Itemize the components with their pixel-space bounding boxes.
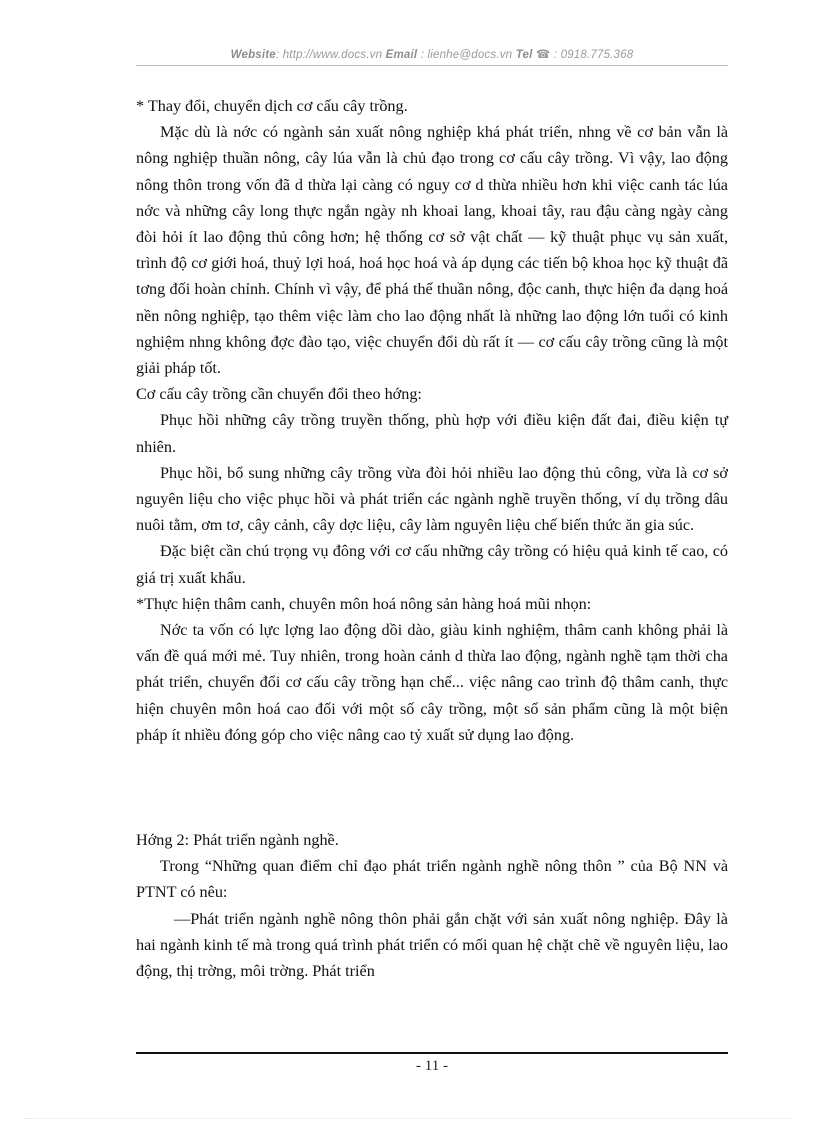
paragraph: Cơ cấu cây trồng cần chuyển đổi theo hớng: <box>136 385 422 404</box>
paragraph: Trong “Những quan điểm chỉ đạo phát triển ngành nghề nông thôn ” của Bộ NN và PTNT có nêu: <box>136 857 728 902</box>
page-edge-divider <box>24 1118 792 1119</box>
footer-divider <box>136 1052 728 1054</box>
header-divider <box>136 65 728 66</box>
page-header <box>136 47 728 61</box>
tel-value: ☎ : 0918.775.368 <box>535 49 634 61</box>
paragraph: —Phát triển ngành nghề nông thôn phải gắn chặt với sản xuất nông nghiệp. Đây là hai ngành kinh tế mà trong quá trình phát triển có mối quan hệ chặt chẽ về nguyên liệu, lao động, thị trờng, môi trờng. Phát triển <box>136 909 728 981</box>
paragraph: Nớc ta vốn có lực lợng lao động dồi dào, giàu kinh nghiệm, thâm canh không phải là vấn đề quá mới mẻ. Tuy nhiên, trong hoàn cảnh d thừa lao động, ngành nghề tạm thời cha phát triển, chuyển đổi cơ cấu cây trồng hạn chế... việc nâng cao trình độ thâm canh, thực hiện chuyên môn hoá cao đối với một số cây trồng, một số sản phẩm cũng là một biện pháp ít nhiều đóng góp cho việc nâng cao tỷ xuất sử dụng lao động. <box>136 621 728 744</box>
page-number: - 11 - <box>416 1058 448 1074</box>
section-heading-intensive-farming: *Thực hiện thâm canh, chuyên môn hoá nông sản hàng hoá mũi nhọn: <box>136 594 592 613</box>
section-heading-direction-2: Hớng 2: Phát triển ngành nghề. <box>136 831 339 850</box>
paragraph: Đặc biệt cần chú trọng vụ đông với cơ cấu những cây trồng có hiệu quả kinh tế cao, có giá trị xuất khẩu. <box>136 542 728 587</box>
tel-label: Tel <box>515 49 533 61</box>
paragraph: Mặc dù là nớc có ngành sản xuất nông nghiệp khá phát triển, nhng về cơ bản vẫn là nông nghiệp thuần nông, cây lúa vẫn là chủ đạo trong cơ cấu cây trồng. Vì vậy, lao động nông thôn trong vốn đã d thừa lại càng có nguy cơ d thừa nhiều hơn khi việc canh tác lúa nớc và những cây long thực ngắn ngày nh khoai lang, khoai tây, rau đậu càng ngày càng đòi hỏi ít lao động thủ công hơn; hệ thống cơ sở vật chất — kỹ thuật phục vụ sản xuất, trình độ cơ giới hoá, thuỷ lợi hoá, hoá học hoá và áp dụng các tiến bộ khoa học kỹ thuật đã tơng đối hoàn chỉnh. Chính vì vậy, để phá thế thuần nông, độc canh, thực hiện đa dạng hoá nền nông nghiệp, tạo thêm việc làm cho lao động nhất là những lao động lớn tuổi có kinh nghiệm nhng không đợc đào tạo, việc chuyển đổi dù rất ít — cơ cấu cây trồng cũng là một giải pháp tốt. <box>136 123 728 378</box>
paragraph: Phục hồi, bổ sung những cây trồng vừa đòi hỏi nhiều lao động thủ công, vừa là cơ sở nguyên liệu cho việc phục hồi và phát triển các ngành nghề truyền thống, ví dụ trồng dâu nuôi tằm, ơm tơ, cây cảnh, cây dợc liệu, cây làm nguyên liệu chế biến thức ăn gia súc. <box>136 463 728 535</box>
paragraph: Phục hồi những cây trồng truyền thống, phù hợp với điều kiện đất đai, điều kiện tự nhiên. <box>136 411 728 456</box>
email-label: Email <box>385 49 418 61</box>
document-body <box>136 93 728 984</box>
section-heading-crop-restructuring: * Thay đổi, chuyển dịch cơ cấu cây trồng. <box>136 97 408 115</box>
website-value: : http://www.docs.vn <box>275 49 383 61</box>
spacer <box>136 748 728 827</box>
email-value: : lienhe@docs.vn <box>420 49 513 61</box>
website-label: Website <box>230 49 276 61</box>
